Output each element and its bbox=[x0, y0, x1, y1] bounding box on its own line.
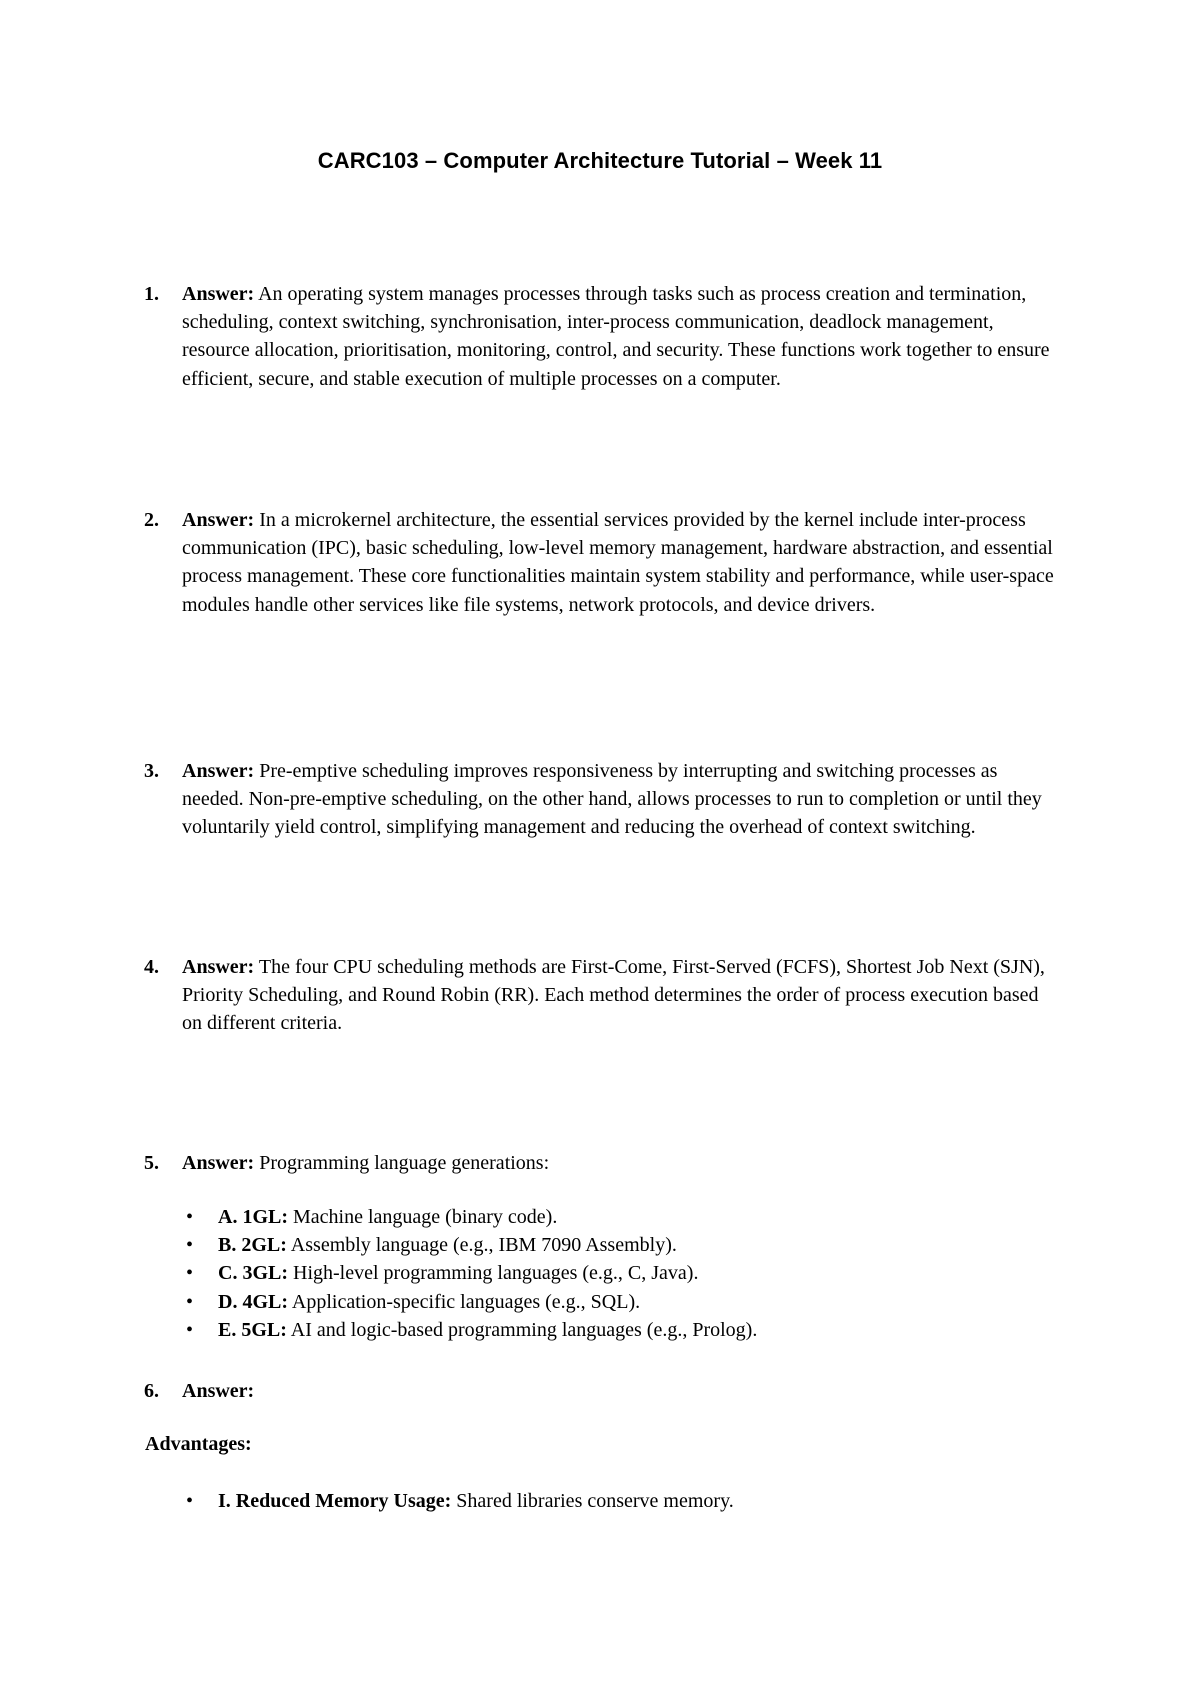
item-label: C. 3GL: bbox=[218, 1262, 288, 1285]
item-label: B. 2GL: bbox=[218, 1234, 287, 1257]
item-text: Application-specific languages (e.g., SQL). bbox=[288, 1290, 641, 1313]
answer-paragraph bbox=[182, 1149, 1062, 1177]
answer-label: Answer: bbox=[182, 283, 255, 305]
answer-label: Answer: bbox=[182, 1152, 255, 1174]
answer-text: Programming language generations: bbox=[254, 1152, 550, 1174]
answer-item-2 bbox=[144, 506, 1062, 619]
answer-paragraph bbox=[182, 506, 1062, 619]
item-text: Shared libraries conserve memory. bbox=[451, 1490, 734, 1512]
answer-label: Answer: bbox=[182, 760, 255, 782]
answer-label: Answer: bbox=[182, 956, 255, 978]
item-text: AI and logic-based programming languages (e.g., Prolog). bbox=[286, 1318, 758, 1341]
answer-text: The four CPU scheduling methods are First-Come, First-Served (FCFS), Shortest Job Next (SJN), Priority Scheduling, and Round Robin (RR). Each method determines the order of process execution based on different criteria. bbox=[182, 956, 1045, 1035]
answer-number: 3. bbox=[144, 760, 159, 782]
list-item bbox=[182, 1487, 1062, 1515]
answer-item-4 bbox=[144, 953, 1062, 1038]
answer-number: 6. bbox=[144, 1380, 159, 1402]
item-label: A. 1GL: bbox=[218, 1206, 288, 1228]
bullet: • bbox=[186, 1206, 194, 1228]
answer-paragraph bbox=[182, 280, 1062, 393]
advantages-heading: Advantages: bbox=[145, 1433, 252, 1455]
answer-text: Pre-emptive scheduling improves responsiveness by interrupting and switching processes as needed. Non-pre-emptive scheduling, on the other hand, allows processes to run to completion or until they voluntarily yield control, simplifying management and reducing the overhead of context switching. bbox=[182, 760, 1042, 839]
bullet: • bbox=[186, 1262, 194, 1285]
answer-item-6 bbox=[144, 1377, 1062, 1405]
item-text: Machine language (binary code). bbox=[288, 1206, 558, 1228]
answer-paragraph bbox=[182, 757, 1062, 842]
list-item bbox=[182, 1203, 1062, 1231]
answer-paragraph bbox=[182, 1377, 1062, 1405]
item-label: I. Reduced Memory Usage: bbox=[218, 1490, 452, 1512]
answer-number: 1. bbox=[144, 283, 159, 305]
answer-text: In a microkernel architecture, the essential services provided by the kernel include inter-process communication (IPC), basic scheduling, low-level memory management, hardware abstraction, and essential process management. These core functionalities maintain system stability and performance, while user-space modules handle other services like file systems, network protocols, and device drivers. bbox=[182, 509, 1054, 616]
advantages-list bbox=[182, 1487, 1062, 1515]
answer-item-3 bbox=[144, 757, 1062, 842]
item-text: High-level programming languages (e.g., C, Java). bbox=[288, 1262, 699, 1285]
bullet: • bbox=[186, 1234, 194, 1257]
item-text: Assembly language (e.g., IBM 7090 Assembly). bbox=[286, 1234, 677, 1257]
answer-item-5 bbox=[144, 1149, 1062, 1177]
page-title: CARC103 – Computer Architecture Tutorial – Week 11 bbox=[317, 148, 883, 173]
list-item bbox=[182, 1259, 1062, 1287]
answer-label: Answer: bbox=[182, 509, 255, 531]
list-item bbox=[182, 1316, 1062, 1344]
answer-paragraph bbox=[182, 953, 1062, 1038]
bullet: • bbox=[186, 1490, 194, 1512]
bullet: • bbox=[186, 1290, 194, 1313]
item-label: D. 4GL: bbox=[218, 1290, 288, 1313]
item-label: E. 5GL: bbox=[218, 1318, 287, 1341]
answer-number: 2. bbox=[144, 509, 159, 531]
answer-item-1 bbox=[144, 280, 1062, 393]
answer-label: Answer: bbox=[182, 1380, 255, 1402]
answer-number: 4. bbox=[144, 956, 159, 978]
answer-text: An operating system manages processes through tasks such as process creation and termination, scheduling, context switching, synchronisation, inter-process communication, deadlock management, resource allocation, prioritisation, monitoring, control, and security. These functions work together to ensure efficient, secure, and stable execution of multiple processes on a computer. bbox=[182, 283, 1050, 390]
answer-number: 5. bbox=[144, 1152, 159, 1174]
bullet: • bbox=[186, 1318, 194, 1341]
list-item bbox=[182, 1231, 1062, 1259]
list-item bbox=[182, 1288, 1062, 1316]
generations-list bbox=[182, 1203, 1062, 1344]
